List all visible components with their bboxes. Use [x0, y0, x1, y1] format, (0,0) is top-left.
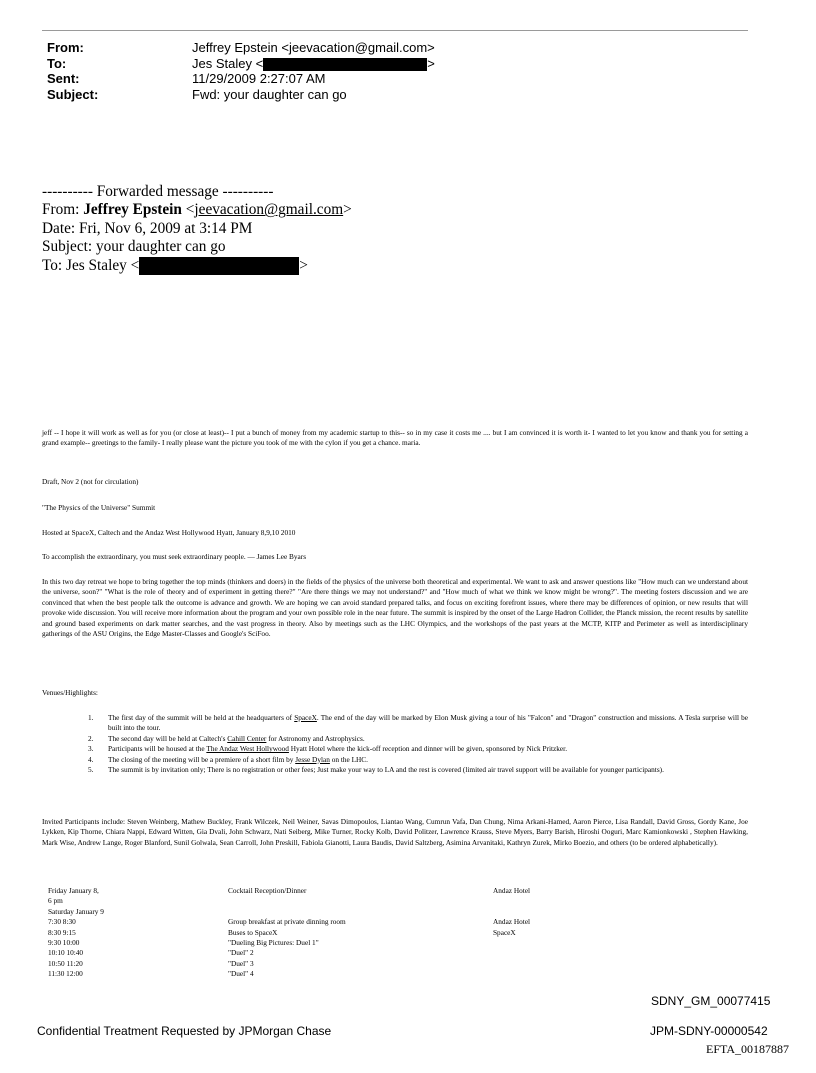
schedule-time: 11:30 12:00	[48, 969, 83, 979]
text-segment: for Astronomy and Astrophysics.	[266, 733, 365, 743]
draft-note: Draft, Nov 2 (not for circulation)	[42, 477, 139, 486]
text-segment: Participants will be housed at the	[108, 744, 207, 754]
schedule-event: "Dueling Big Pictures: Duel 1"	[228, 937, 319, 947]
bates-jpm-stamp: JPM-SDNY-00000542	[650, 1024, 768, 1038]
list-item	[88, 734, 748, 744]
efta-stamp: EFTA_00187887	[706, 1042, 790, 1056]
list-text	[108, 734, 748, 744]
forwarded-header	[42, 183, 352, 275]
schedule-time: 10:50 11:20	[48, 958, 83, 968]
text-segment: The closing of the meeting will be a premiere of a short film by	[108, 754, 296, 764]
summit-title: "The Physics of the Universe" Summit	[42, 503, 156, 512]
message-body: jeff -- I hope it will work as well as for you (or close at least)-- I put a bunch of money from my academic startup to this-- so in my case it costs me .... but I am convinced it is worth it- I wanted to let you know and thank you for setting a grand example-- greetings to the family- I really please want the picture you took of me with the cylon if you get a chance. maria.	[42, 428, 748, 448]
forwarded-subject: Subject: your daughter can go	[42, 238, 226, 256]
list-number: 5.	[88, 765, 94, 775]
header-sent-row	[47, 71, 435, 87]
schedule-location	[493, 959, 613, 969]
forwarded-to	[42, 257, 352, 275]
spacex-link[interactable]: SpaceX	[294, 713, 317, 722]
table-row	[48, 959, 613, 969]
bates-gm-stamp: SDNY_GM_00077415	[651, 994, 771, 1008]
redaction-box	[139, 257, 299, 275]
top-rule	[42, 30, 748, 31]
schedule-location	[493, 896, 613, 906]
to-label: To:	[47, 55, 67, 71]
to-value	[192, 56, 435, 72]
text-segment: The second day will be held at Caltech's	[108, 733, 228, 743]
table-row	[48, 896, 613, 906]
list-text	[108, 713, 748, 734]
from-value: Jeffrey Epstein <jeevacation@gmail.com>	[192, 40, 435, 55]
text-segment: . The end of the day will be marked by Elon Musk giving a tour of his "Falcon" and "Dragon" construction and missions. A Tesla surprise will be built into the tour.	[108, 713, 748, 733]
list-number: 3.	[88, 744, 94, 754]
schedule-event: Cocktail Reception/Dinner	[228, 886, 307, 895]
list-text	[108, 755, 748, 765]
schedule-location: Andaz Hotel	[493, 917, 531, 927]
forwarded-from-lt: <	[181, 201, 195, 219]
list-number: 2.	[88, 733, 94, 743]
intro-paragraph: In this two day retreat we hope to bring together the top minds (thinkers and doers) in the fields of the physics of the universe both theoretical and experimental. We want to ask and answer questions like "How much can we understand about the universe, soon?" "What is the role of theory and of experiment in getting there?" "Are there things we may not understand?" and "How much of what we think we know might be wrong?". The meeting fosters discussion and we are convinced that when the best people talk the outcome is advance and growth. We are hoping we can avoid standard prepared talks, and focus on exciting forefront issues, where there may be differences of opinion, or new results that will provoke wide discussion. You will receive more information about the program and your own possible role in the near future. The summit is inspired by the onset of the Large Hadron Collider, the Planck mission, the recent results by satellite and ground based experiments on dark matter searches, and the vast progress in theory. Also by meetings such as the LHC Olympics, and the workshops of the past years at the MCTP, KITP and Perimeter as well as interdisciplinary gatherings of the ASU Origins, the Edge Master-Classes and Google's SciFoo.	[42, 577, 748, 639]
schedule-location	[493, 938, 613, 948]
schedule-time: 10:10 10:40	[48, 948, 84, 958]
forwarded-from-label: From:	[42, 201, 84, 219]
subject-label: Subject:	[47, 86, 99, 102]
table-row	[48, 969, 613, 979]
forwarded-from	[42, 201, 352, 219]
venues-heading: Venues/Highlights:	[42, 688, 98, 697]
schedule-location	[493, 907, 613, 917]
list-text: The summit is by invitation only; There is no registration or other fees; Just make your way to LA and the rest is covered (limited air travel support will be available for younger participants).	[108, 765, 664, 775]
schedule-location	[493, 948, 613, 958]
schedule-time: 7:30 8:30	[48, 917, 76, 927]
schedule-table	[48, 886, 613, 980]
list-text	[108, 744, 748, 754]
list-item	[88, 755, 748, 765]
subject-value: Fwd: your daughter can go	[192, 86, 347, 102]
text-segment: Hyatt Hotel where the kick-off reception and dinner will be given, sponsored by Nick Pritzker.	[288, 744, 568, 754]
venues-list	[88, 713, 748, 775]
jesse-dylan-link[interactable]: Jesse Dylan	[295, 754, 330, 764]
schedule-time: Saturday January 9	[48, 906, 104, 916]
table-row	[48, 886, 613, 896]
schedule-event	[228, 907, 493, 917]
list-item	[88, 713, 748, 734]
forwarded-from-name: Jeffrey Epstein	[83, 201, 182, 219]
schedule-event: Buses to SpaceX	[228, 927, 278, 937]
cahill-center-link[interactable]: Cahill Center	[227, 733, 267, 743]
header-to-row	[47, 56, 435, 72]
table-row	[48, 938, 613, 948]
invited-participants: Invited Participants include: Steven Weinberg, Mathew Buckley, Frank Wilczek, Neil Weiner, Savas Dimopoulos, Liantao Wang, Cumrun Vafa, Dan Chung, Nima Arkani-Hamed, Aaron Pierce, Lisa Randall, David Gross, Gordy Kane, Joe Lykken, Kip Thorne, Chiara Nappi, Edward Witten, Gia Dvali, John Schwarz, Nati Seiberg, Mike Turner, Rocky Kolb, David Politzer, Lawrence Krauss, Steve Myers, Barry Barish, Hiroshi Ooguri, Marc Kamionkowski , Stephen Hawking, Mark Wise, Andrew Lange, Roger Blanford, Sunil Golwala, Sean Carroll, John Preskill, Fabiola Gianotti, Laura Baudis, David Saltzberg, Asimina Arvanitaki, Kathryn Zurek, Mirko Boezio, and others (to be ordered alphabetically).	[42, 817, 748, 847]
schedule-time: 6 pm	[48, 896, 63, 906]
forwarded-separator: ---------- Forwarded message ----------	[42, 183, 274, 200]
schedule-event: "Duel" 3	[228, 958, 254, 968]
forwarded-date: Date: Fri, Nov 6, 2009 at 3:14 PM	[42, 219, 253, 237]
schedule-event: "Duel" 2	[228, 948, 254, 958]
to-suffix: >	[427, 55, 435, 71]
header-subject-row	[47, 87, 435, 103]
list-number: 1.	[88, 713, 94, 722]
confidential-footer: Confidential Treatment Requested by JPMorgan Chase	[37, 1024, 332, 1038]
redaction-box	[263, 58, 427, 71]
forwarded-from-gt: >	[343, 201, 352, 219]
to-prefix: Jes Staley <	[192, 55, 264, 71]
schedule-event: Group breakfast at private dinning room	[228, 917, 346, 927]
forwarded-to-suffix: >	[299, 256, 308, 274]
email-header	[47, 40, 435, 102]
quote-line: To accomplish the extraordinary, you must seek extraordinary people. — James Lee Byars	[42, 552, 307, 561]
forwarded-email-link[interactable]: jeevacation@gmail.com	[194, 201, 344, 219]
text-segment: on the LHC.	[329, 754, 368, 764]
schedule-event	[228, 896, 493, 906]
hosted-line: Hosted at SpaceX, Caltech and the Andaz West Hollywood Hyatt, January 8,9,10 2010	[42, 528, 296, 537]
schedule-time: 9:30 10:00	[48, 937, 80, 947]
schedule-location: Andaz Hotel	[493, 886, 531, 895]
table-row	[48, 907, 613, 917]
list-item	[88, 744, 748, 754]
from-label: From:	[47, 40, 84, 55]
sent-value: 11/29/2009 2:27:07 AM	[192, 71, 326, 86]
table-row	[48, 917, 613, 927]
forwarded-to-prefix: To: Jes Staley <	[42, 256, 140, 274]
schedule-location	[493, 969, 613, 979]
schedule-time: Friday January 8,	[48, 886, 99, 895]
list-number: 4.	[88, 754, 94, 764]
schedule-time: 8:30 9:15	[48, 927, 76, 937]
andaz-link[interactable]: The Andaz West Hollywood	[206, 744, 289, 754]
table-row	[48, 928, 613, 938]
header-from-row	[47, 40, 435, 56]
text-segment: The first day of the summit will be held at the headquarters of	[108, 713, 295, 722]
list-item	[88, 765, 748, 775]
schedule-location: SpaceX	[493, 927, 516, 937]
schedule-event: "Duel" 4	[228, 969, 254, 979]
sent-label: Sent:	[47, 71, 80, 86]
table-row	[48, 948, 613, 958]
